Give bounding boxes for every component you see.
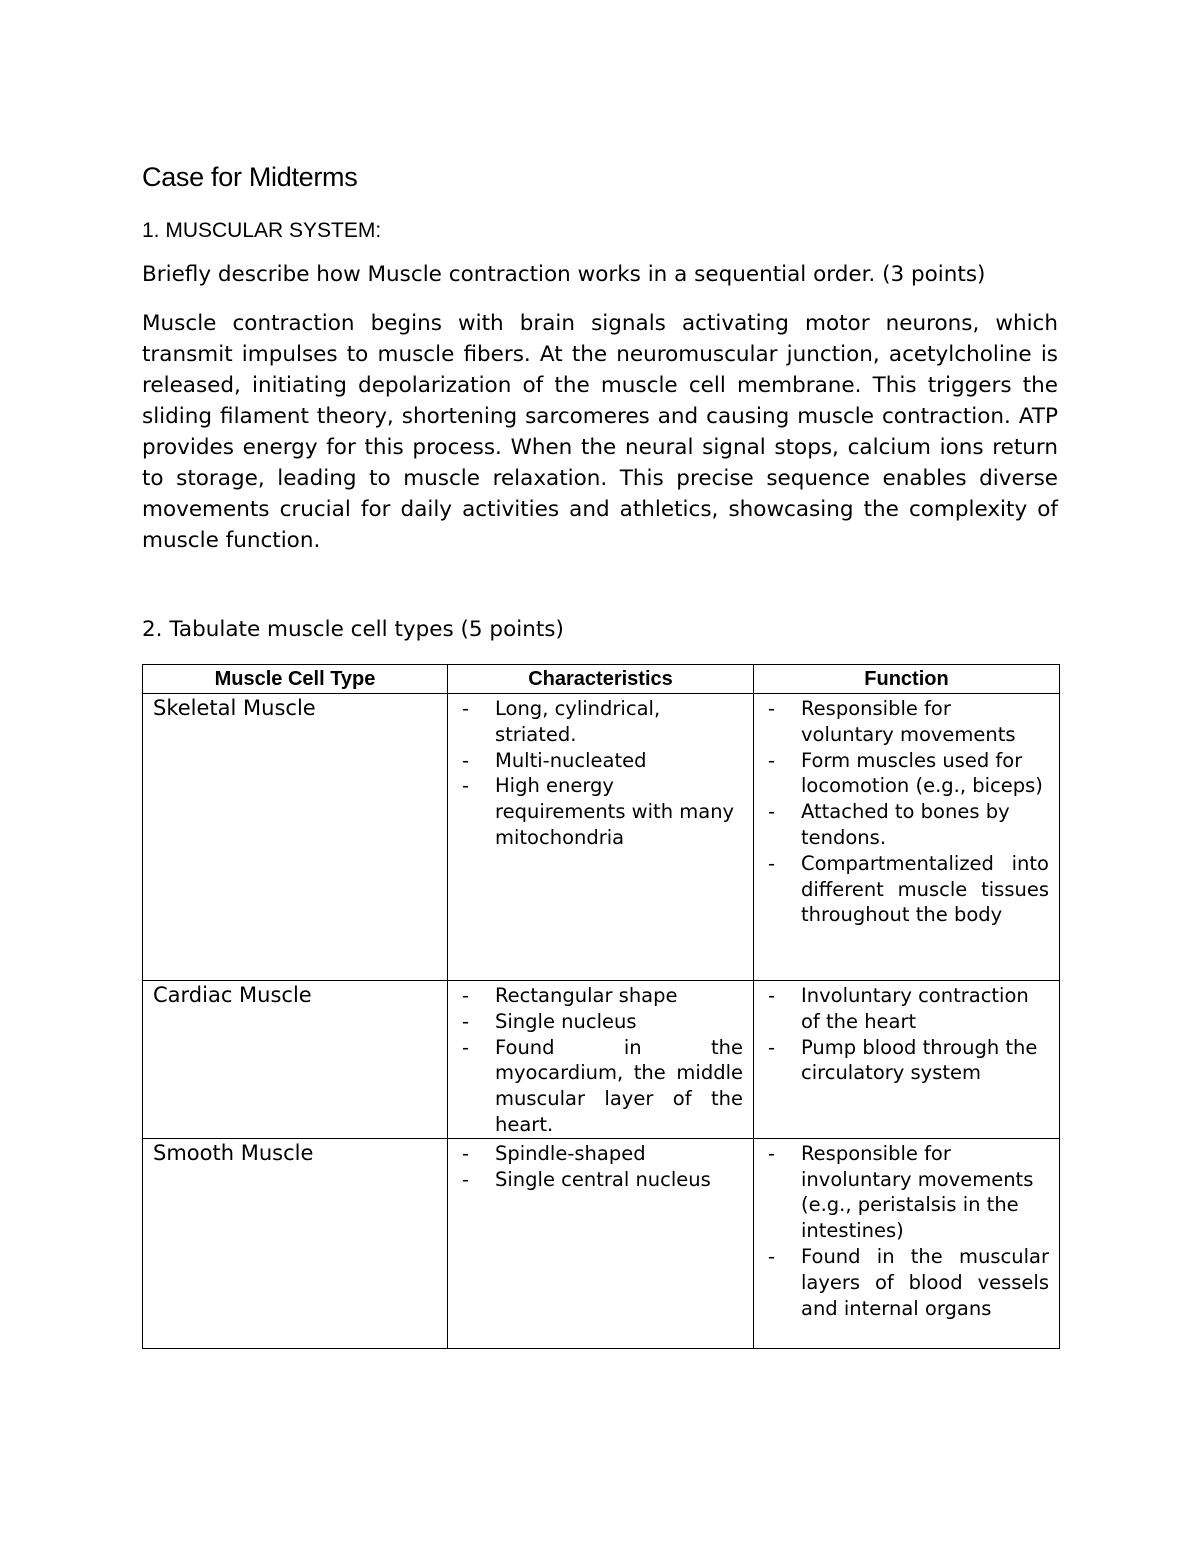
table-row: [143, 981, 1060, 1139]
question-1: Briefly describe how Muscle contraction works in a sequential order. (3 points): [142, 262, 986, 287]
list-item: [762, 799, 1053, 851]
dash-marker: -: [462, 697, 470, 720]
list-item-text: Rectangular shape: [495, 984, 678, 1007]
list-item: [456, 773, 747, 850]
list-item: [456, 1009, 747, 1035]
list-item: [456, 1167, 747, 1193]
dash-marker: -: [768, 851, 776, 875]
cell-type-cardiac: Cardiac Muscle: [143, 981, 448, 1139]
list-item-text: Multi-nucleated: [495, 748, 647, 772]
header-muscle-cell-type: Muscle Cell Type: [143, 665, 448, 694]
list-item-text: High energy requirements with many mitochondria: [495, 774, 735, 849]
list-item-text: Single central nucleus: [495, 1167, 711, 1191]
cell-type-smooth: Smooth Muscle: [143, 1138, 448, 1348]
dash-marker: -: [768, 748, 776, 772]
answer-1: Muscle contraction begins with brain signals activating motor neurons, which transmit impulses to muscle fibers. At the neuromuscular junction, acetylcholine is released, initiating depolarization of the muscle cell membrane. This triggers the sliding filament theory, shortening sarcomeres and causing muscle contraction. ATP provides energy for this process. When the neural signal stops, calcium ions return to storage, leading to muscle relaxation. This precise sequence enables diverse movements crucial for daily activities and athletics, showcasing the complexity of muscle function.: [142, 311, 1058, 553]
dash-marker: -: [462, 774, 470, 798]
list-item-text: Responsible for voluntary movements: [801, 697, 1016, 746]
list-item-text: Found in the muscular layers of blood vessels and internal organs: [801, 1244, 1049, 1320]
list-item-text: Involuntary contraction of the heart: [801, 984, 1029, 1033]
table-row: [143, 694, 1060, 981]
cell-characteristics-skeletal: [448, 694, 754, 981]
list-item: [762, 748, 1053, 800]
list-item-text: Responsible for involuntary movements (e.g., peristalsis in the intestines): [801, 1141, 1034, 1243]
cell-characteristics-smooth: [448, 1138, 754, 1348]
list-item-text: Single nucleus: [495, 1009, 637, 1033]
list-item: [762, 1141, 1053, 1244]
list-item-text: Compartmentalized into different muscle tissues throughout the body: [801, 851, 1049, 927]
list-item-text: Long, cylindrical, striated.: [495, 697, 661, 746]
header-function: Function: [754, 665, 1060, 694]
dash-marker: -: [768, 1244, 776, 1268]
list-item-text: Attached to bones by tendons.: [801, 800, 1010, 849]
list-item: [456, 983, 747, 1009]
document-title: Case for Midterms: [142, 162, 358, 192]
list-item-text: Pump blood through the circulatory system: [801, 1035, 1038, 1085]
list-item: [762, 1244, 1053, 1321]
dash-marker: -: [462, 1035, 470, 1059]
list-item: [456, 748, 747, 774]
muscle-cell-table-wrap: [142, 664, 1060, 1349]
header-characteristics: Characteristics: [448, 665, 754, 694]
list-item: [456, 1141, 747, 1167]
cell-type-skeletal: Skeletal Muscle: [143, 694, 448, 981]
cell-function-skeletal: [754, 694, 1060, 981]
cell-function-cardiac: [754, 981, 1060, 1139]
dash-marker: -: [768, 984, 776, 1007]
dash-marker: -: [768, 697, 776, 720]
muscle-cell-table: [142, 664, 1060, 1349]
dash-marker: -: [768, 1141, 776, 1165]
list-item-text: Found in the myocardium, the middle muscular layer of the heart.: [495, 1035, 743, 1136]
cell-function-smooth: [754, 1138, 1060, 1348]
dash-marker: -: [768, 800, 776, 824]
list-item-text: Form muscles used for locomotion (e.g., biceps): [801, 748, 1043, 798]
list-item: [456, 696, 747, 748]
cell-characteristics-cardiac: [448, 981, 754, 1139]
dash-marker: -: [462, 748, 470, 772]
dash-marker: -: [462, 1167, 470, 1191]
dash-marker: -: [462, 1141, 470, 1165]
list-item: [456, 1035, 747, 1138]
dash-marker: -: [768, 1035, 776, 1059]
question-2: 2. Tabulate muscle cell types (5 points): [142, 617, 564, 642]
section-heading: 1. MUSCULAR SYSTEM:: [142, 219, 382, 242]
list-item: [762, 1035, 1053, 1087]
list-item: [762, 696, 1053, 748]
table-header-row: [143, 665, 1060, 694]
list-item-text: Spindle-shaped: [495, 1141, 646, 1165]
dash-marker: -: [462, 984, 470, 1007]
list-item: [762, 983, 1053, 1035]
dash-marker: -: [462, 1009, 470, 1033]
list-item: [762, 851, 1053, 928]
table-row: [143, 1138, 1060, 1348]
